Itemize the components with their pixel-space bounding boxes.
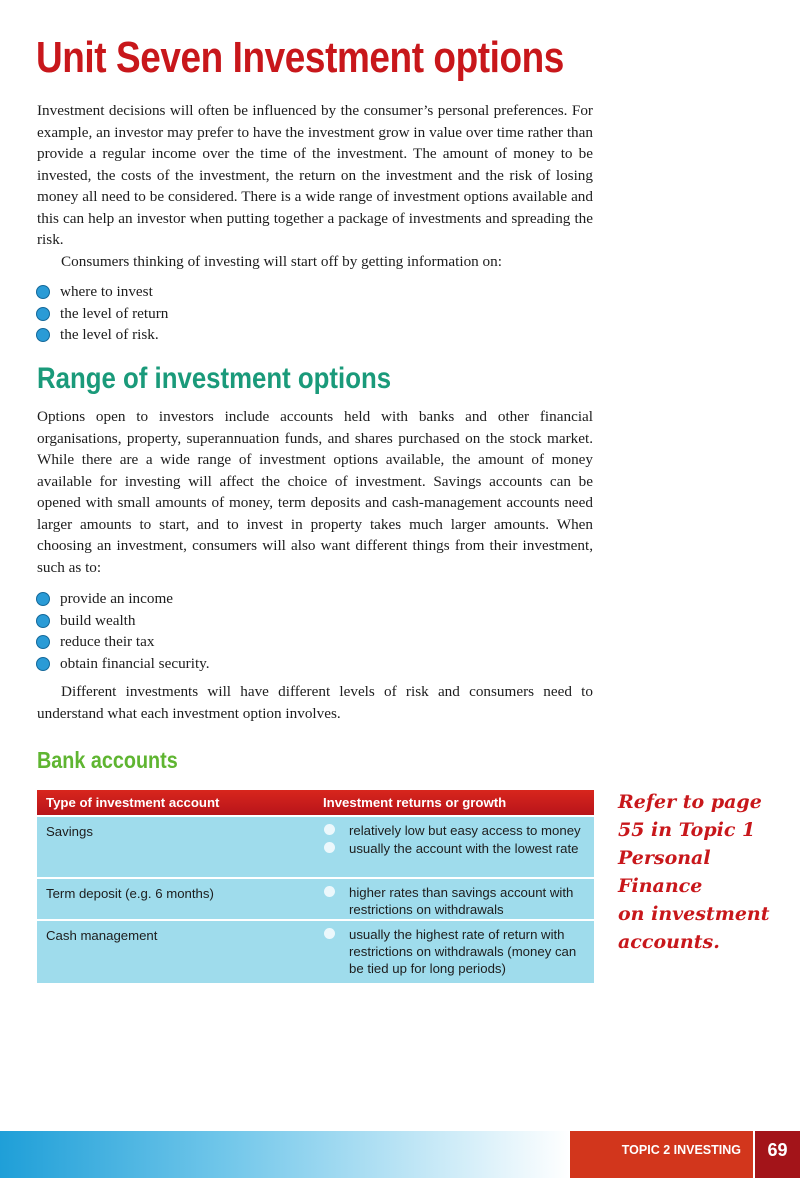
list-item: usually the highest rate of return with restrictions on withdrawals (money can be tied up for long periods) bbox=[324, 926, 582, 977]
returns-cell bbox=[316, 817, 594, 877]
bullet-circle-icon bbox=[36, 328, 50, 342]
list-item: where to invest bbox=[36, 281, 168, 303]
bank-accounts-title: Bank accounts bbox=[37, 747, 178, 773]
bullet-circle-icon bbox=[36, 307, 50, 321]
list-item: the level of risk. bbox=[36, 324, 168, 346]
side-note-reference: Refer to page 55 in Topic 1 Personal Finance on investment accounts. bbox=[618, 791, 770, 953]
list-item: reduce their tax bbox=[36, 631, 210, 653]
bullet-circle-icon bbox=[324, 842, 335, 853]
list-item: relatively low but easy access to money bbox=[324, 822, 582, 839]
bullet-circle-icon bbox=[36, 285, 50, 299]
bank-accounts-table bbox=[37, 790, 594, 983]
list-item: the level of return bbox=[36, 303, 168, 325]
bullet-circle-icon bbox=[36, 592, 50, 606]
page-number: 69 bbox=[755, 1131, 800, 1178]
account-type-cell: Cash management bbox=[46, 928, 158, 943]
list-item: usually the account with the lowest rate bbox=[324, 840, 582, 857]
list-item: higher rates than savings account with restrictions on withdrawals bbox=[324, 884, 582, 918]
table-row bbox=[37, 815, 594, 877]
bullet-circle-icon bbox=[324, 928, 335, 939]
footer-gradient-band bbox=[0, 1131, 570, 1178]
range-section-title: Range of investment options bbox=[37, 362, 392, 395]
table-header bbox=[37, 790, 594, 815]
bullet-circle-icon bbox=[36, 614, 50, 628]
intro-lead-in: Consumers thinking of investing will start off by getting information on: bbox=[61, 253, 502, 270]
list-item: obtain financial security. bbox=[36, 653, 210, 675]
column-header-returns: Investment returns or growth bbox=[323, 795, 507, 810]
bullet-circle-icon bbox=[36, 635, 50, 649]
bullet-circle-icon bbox=[324, 886, 335, 897]
account-type-cell: Savings bbox=[46, 824, 93, 839]
table-row bbox=[37, 877, 594, 919]
account-type-cell: Term deposit (e.g. 6 months) bbox=[46, 886, 214, 901]
intro-paragraph: Investment decisions will often be influenced by the consumer’s personal preferences. For example, an investor may prefer to have the investment grow in value over time rather than provide a regular income over the time of the investment. The amount of money to be invested, the costs of the investment, the return on the investment and the risk of losing money all need to be considered. There is a wide range of investment options available and this can help an investor when putting together a package of investments and spreading the risk. bbox=[37, 102, 593, 248]
bullet-circle-icon bbox=[36, 657, 50, 671]
risk-paragraph: Different investments will have different levels of risk and consumers need to understand what each investment option involves. bbox=[37, 683, 593, 722]
footer-topic-label: TOPIC 2 INVESTING bbox=[570, 1131, 753, 1178]
list-item: build wealth bbox=[36, 610, 210, 632]
returns-cell bbox=[316, 879, 594, 919]
returns-cell bbox=[316, 921, 594, 983]
goals-bullet-list bbox=[36, 588, 210, 674]
page-title: Unit Seven Investment options bbox=[36, 33, 564, 82]
bullet-circle-icon bbox=[324, 824, 335, 835]
range-paragraph: Options open to investors include accounts held with banks and other financial organisations, property, superannuation funds, and shares purchased on the stock market. While there are a wide range of investment options available, the amount of money available for investing will affect the choice of investment. Savings accounts can be opened with small amounts of money, term deposits and cash-management accounts need larger amounts to start, and to invest in property takes much larger amounts. When choosing an investment, consumers will also want different things from their investment, such as to: bbox=[37, 408, 593, 576]
intro-bullet-list bbox=[36, 281, 168, 346]
list-item: provide an income bbox=[36, 588, 210, 610]
column-header-type: Type of investment account bbox=[46, 795, 220, 810]
table-row bbox=[37, 919, 594, 983]
